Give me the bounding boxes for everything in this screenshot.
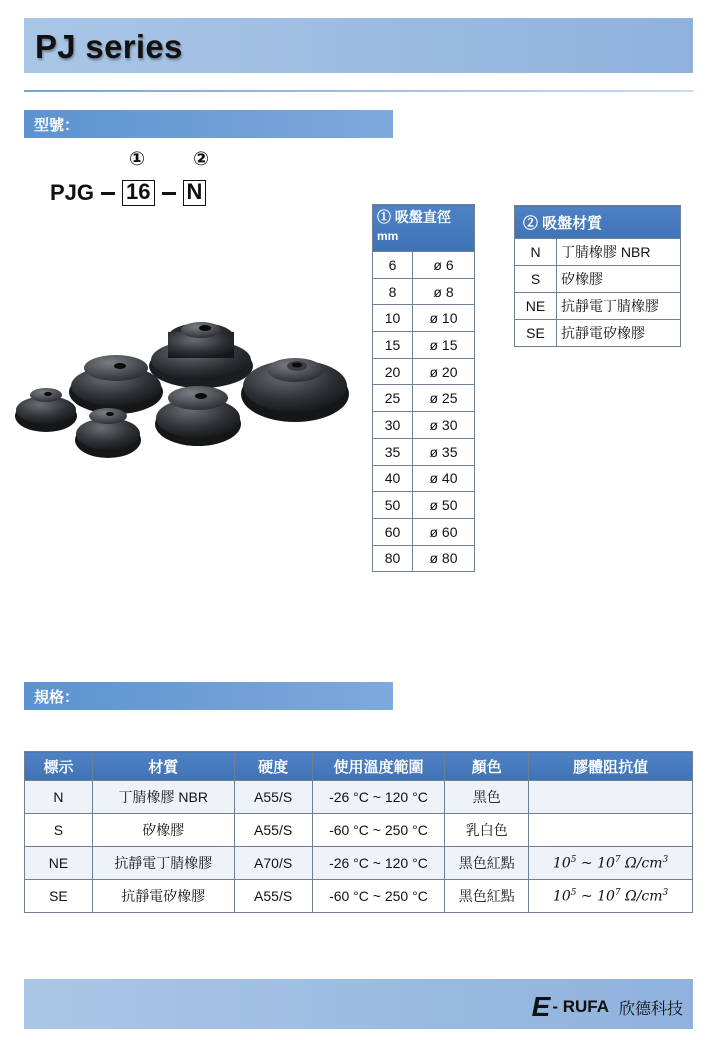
diameter-row	[373, 385, 475, 412]
diameter-row	[373, 492, 475, 519]
spec-header-cell: 標示	[25, 752, 93, 781]
diameter-code-cell: 40	[373, 465, 413, 492]
diameter-value-cell: ø 40	[413, 465, 475, 492]
diameter-code-cell: 25	[373, 385, 413, 412]
spec-header-cell: 使用溫度範圍	[312, 752, 445, 781]
material-code-cell: SE	[515, 320, 557, 347]
diameter-code-cell: 10	[373, 305, 413, 332]
diameter-table	[372, 204, 475, 572]
header-divider	[24, 90, 693, 92]
section-bar-spec	[24, 682, 393, 710]
diameter-value-cell: ø 50	[413, 492, 475, 519]
diameter-value-cell: ø 30	[413, 412, 475, 439]
diameter-row	[373, 278, 475, 305]
diameter-code-cell: 30	[373, 412, 413, 439]
model-size-box: 16	[122, 180, 154, 206]
diameter-value-cell: ø 80	[413, 545, 475, 572]
model-prefix: PJG	[50, 180, 95, 205]
diameter-row	[373, 465, 475, 492]
diameter-code-cell: 15	[373, 332, 413, 359]
diameter-code-cell: 60	[373, 518, 413, 545]
section-title-spec: 規格：	[34, 688, 80, 706]
spec-header-cell: 硬度	[234, 752, 312, 781]
section-title-model: 型號：	[34, 116, 80, 134]
spec-cell: 丁腈橡膠 NBR	[92, 781, 234, 814]
spec-cell: 黑色	[445, 781, 529, 814]
material-row	[515, 239, 681, 266]
diameter-row	[373, 412, 475, 439]
spec-cell: A55/S	[234, 814, 312, 847]
spec-cell: 黑色紅點	[445, 880, 529, 913]
spec-row	[25, 880, 693, 913]
material-code-cell: NE	[515, 293, 557, 320]
spec-cell	[529, 781, 693, 814]
spec-cell: 抗靜電矽橡膠	[92, 880, 234, 913]
spec-cell: -26 °C ~ 120 °C	[312, 781, 445, 814]
model-material-box: N	[183, 180, 207, 206]
resistance-cell: $10^5$ ~ $10^7$ $\Omega/cm^3$	[529, 847, 693, 880]
diameter-value-cell: ø 35	[413, 438, 475, 465]
diameter-value-cell: ø 20	[413, 358, 475, 385]
spec-cell: A55/S	[234, 781, 312, 814]
diameter-code-cell: 6	[373, 252, 413, 279]
diameter-value-cell: ø 25	[413, 385, 475, 412]
logo-e: E	[531, 991, 551, 1022]
footer-band	[24, 979, 693, 1029]
material-name-cell: 抗靜電丁腈橡膠	[557, 293, 681, 320]
spec-cell: 乳白色	[445, 814, 529, 847]
spec-cell: 黑色紅點	[445, 847, 529, 880]
spec-header-cell: 材質	[92, 752, 234, 781]
spec-cell: A55/S	[234, 880, 312, 913]
spec-cell: -26 °C ~ 120 °C	[312, 847, 445, 880]
resistance-cell: $10^5$ ~ $10^7$ $\Omega/cm^3$	[529, 880, 693, 913]
diameter-code-cell: 20	[373, 358, 413, 385]
spec-cell: SE	[25, 880, 93, 913]
spec-cell: -60 °C ~ 250 °C	[312, 880, 445, 913]
material-table	[514, 205, 681, 347]
logo-brand: - RUFA	[552, 997, 609, 1016]
spec-row	[25, 847, 693, 880]
diameter-row	[373, 518, 475, 545]
material-row	[515, 293, 681, 320]
spec-cell: -60 °C ~ 250 °C	[312, 814, 445, 847]
diameter-row	[373, 305, 475, 332]
spec-row	[25, 814, 693, 847]
company-logo	[532, 991, 683, 1023]
spec-table	[24, 751, 693, 913]
diameter-row	[373, 545, 475, 572]
diameter-table-title: ① 吸盤直徑	[377, 209, 451, 225]
spec-cell	[529, 814, 693, 847]
diameter-code-cell: 35	[373, 438, 413, 465]
spec-cell: NE	[25, 847, 93, 880]
spec-header-cell: 顏色	[445, 752, 529, 781]
diameter-row	[373, 332, 475, 359]
spec-cell: N	[25, 781, 93, 814]
page-title: PJ series	[35, 28, 183, 65]
diameter-code-cell: 50	[373, 492, 413, 519]
diameter-table-header	[373, 205, 475, 252]
diameter-value-cell: ø 10	[413, 305, 475, 332]
section-bar-model	[24, 110, 393, 138]
code-dash	[101, 192, 115, 195]
material-code-cell: S	[515, 266, 557, 293]
diameter-code-cell: 8	[373, 278, 413, 305]
diameter-table-unit: mm	[377, 229, 399, 243]
marker-1: ①	[129, 148, 146, 170]
diameter-value-cell: ø 15	[413, 332, 475, 359]
material-code-cell: N	[515, 239, 557, 266]
diameter-code-cell: 80	[373, 545, 413, 572]
spec-cell: A70/S	[234, 847, 312, 880]
spec-cell: S	[25, 814, 93, 847]
spec-cell: 抗靜電丁腈橡膠	[92, 847, 234, 880]
diameter-value-cell: ø 6	[413, 252, 475, 279]
material-name-cell: 矽橡膠	[557, 266, 681, 293]
marker-2: ②	[193, 148, 210, 170]
diameter-value-cell: ø 8	[413, 278, 475, 305]
material-table-title: ② 吸盤材質	[515, 206, 681, 239]
suction-cups-photo	[14, 310, 354, 465]
code-dash	[162, 192, 176, 195]
spec-cell: 矽橡膠	[92, 814, 234, 847]
material-name-cell: 抗靜電矽橡膠	[557, 320, 681, 347]
diameter-row	[373, 358, 475, 385]
company-name: 欣德科技	[618, 998, 683, 1018]
diameter-row	[373, 438, 475, 465]
spec-header-cell: 膠體阻抗值	[529, 752, 693, 781]
diameter-value-cell: ø 60	[413, 518, 475, 545]
material-name-cell: 丁腈橡膠 NBR	[557, 239, 681, 266]
diameter-row	[373, 252, 475, 279]
model-code	[50, 180, 206, 206]
spec-row	[25, 781, 693, 814]
material-row	[515, 266, 681, 293]
material-row	[515, 320, 681, 347]
